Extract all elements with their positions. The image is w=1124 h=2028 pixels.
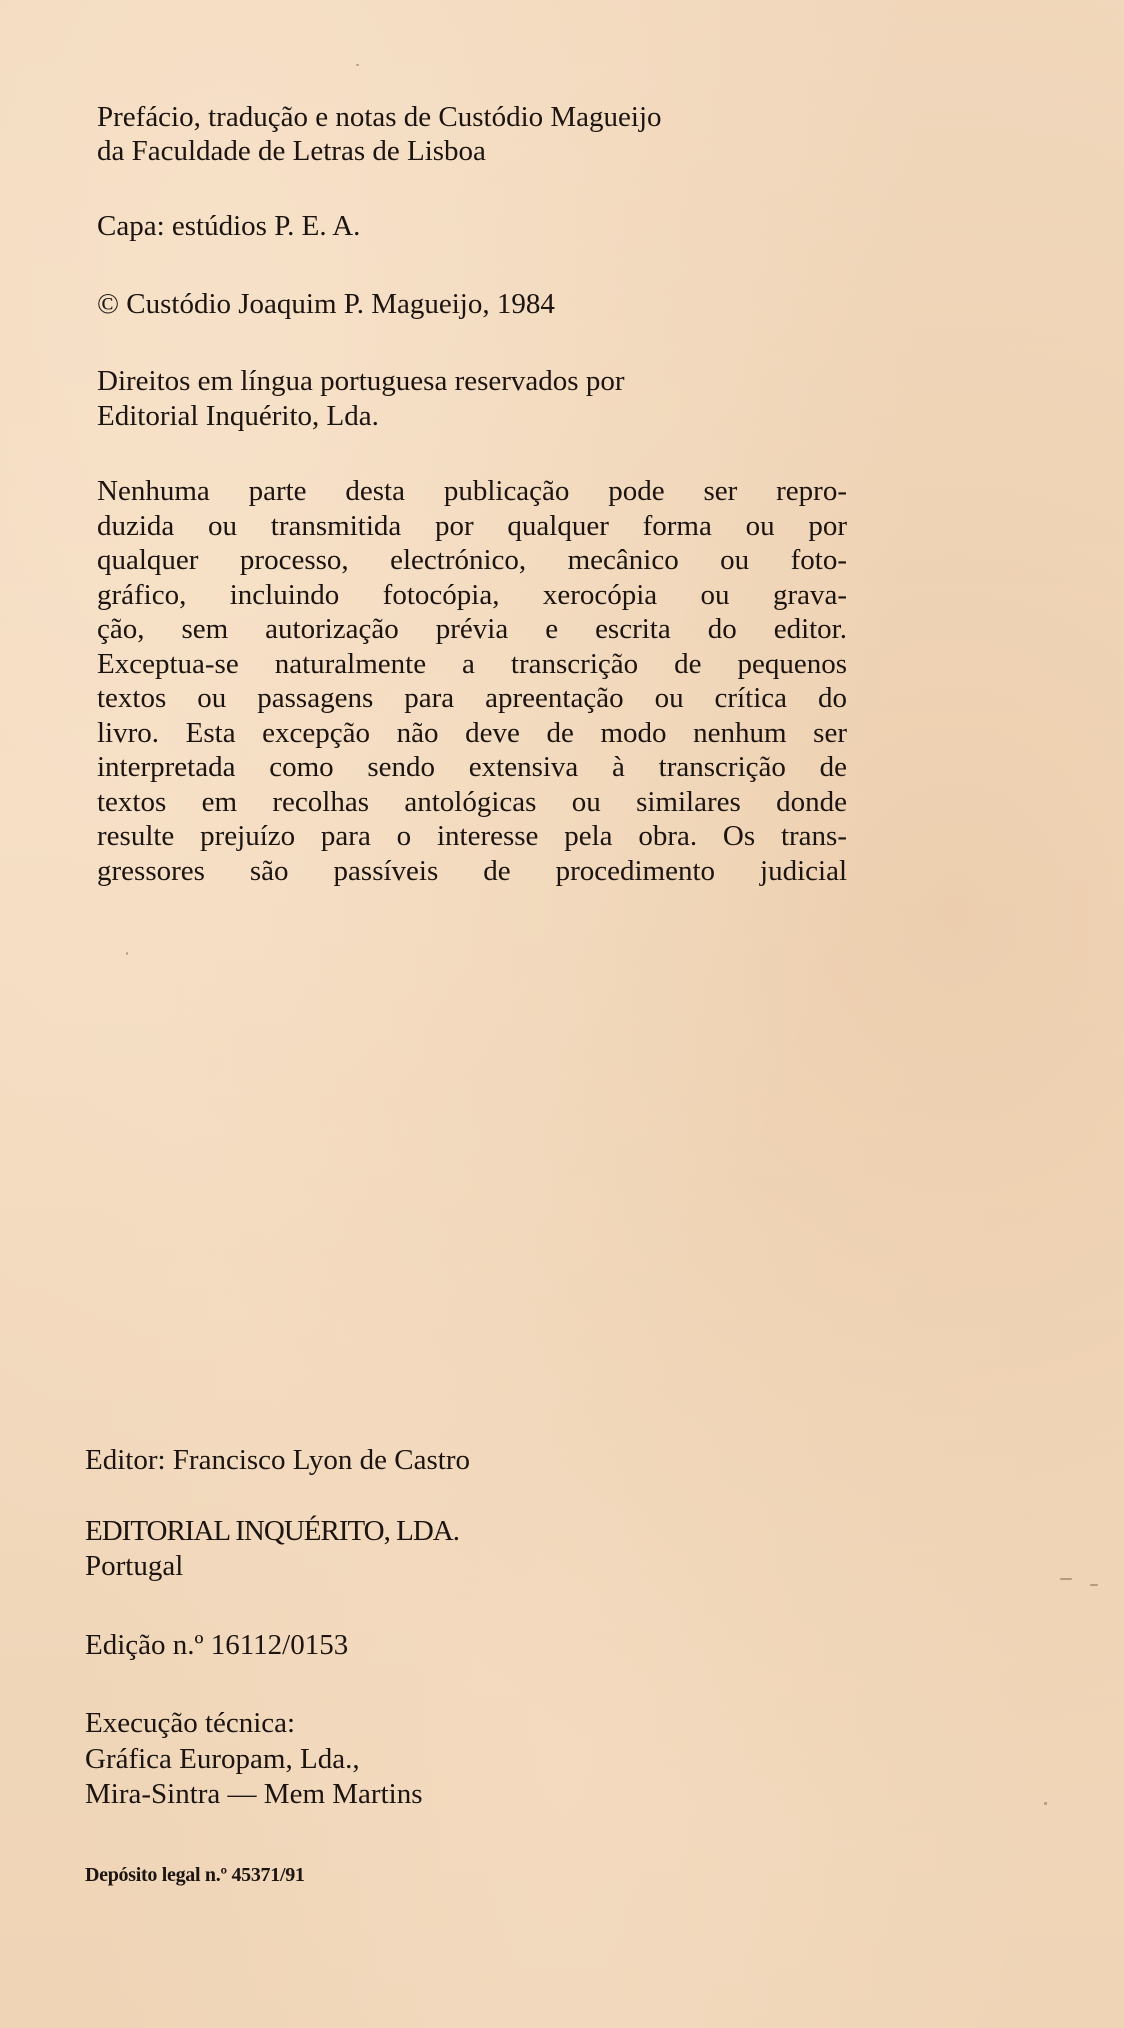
legal-notice-line: gressores são passíveis de procedimento judicial — [97, 854, 847, 887]
preface-credit-line-1: Prefácio, tradução e notas de Custódio Magueijo — [97, 101, 662, 133]
paper-speck — [1090, 1584, 1098, 1586]
printer-name: Gráfica Europam, Lda., — [85, 1743, 360, 1775]
legal-notice-paragraph — [97, 474, 847, 888]
technical-execution-label: Execução técnica: — [85, 1707, 296, 1739]
publisher-country: Portugal — [85, 1550, 184, 1582]
legal-notice-line: textos ou passagens para apreentação ou crítica do — [97, 682, 847, 714]
cover-credit: Capa: estúdios P. E. A. — [97, 210, 361, 242]
rights-line-1: Direitos em língua portuguesa reservados por — [97, 365, 625, 397]
paper-speck — [1044, 1802, 1047, 1805]
legal-notice-line: resulte prejuízo para o interesse pela obra. Os trans- — [97, 820, 847, 852]
preface-credit-line-2: da Faculdade de Letras de Lisboa — [97, 135, 486, 167]
rights-line-2: Editorial Inquérito, Lda. — [97, 400, 379, 432]
legal-notice-line: livro. Esta excepção não deve de modo nenhum ser — [97, 716, 847, 749]
legal-notice-line: Exceptua-se naturalmente a transcrição de pequenos — [97, 647, 847, 680]
legal-notice-line: textos em recolhas antológicas ou similares donde — [97, 785, 847, 818]
paper-speck — [1060, 1578, 1072, 1580]
legal-notice-line: qualquer processo, electrónico, mecânico ou foto- — [97, 544, 847, 576]
edition-number: Edição n.º 16112/0153 — [85, 1629, 349, 1661]
paper-speck — [356, 64, 359, 66]
editor-credit: Editor: Francisco Lyon de Castro — [85, 1444, 470, 1476]
legal-notice-line: gráfico, incluindo fotocópia, xerocópia ou grava- — [97, 578, 847, 611]
legal-notice-line: interpretada como sendo extensiva à transcrição de — [97, 751, 847, 783]
legal-deposit: Depósito legal n.º 45371/91 — [85, 1864, 305, 1886]
publisher-name: EDITORIAL INQUÉRITO, LDA. — [85, 1515, 459, 1547]
copyright-notice: © Custódio Joaquim P. Magueijo, 1984 — [97, 288, 555, 320]
legal-notice-line: ção, sem autorização prévia e escrita do editor. — [97, 613, 847, 645]
legal-notice-line: Nenhuma parte desta publicação pode ser repro- — [97, 475, 847, 507]
paper-speck — [126, 952, 128, 955]
printer-location: Mira-Sintra — Mem Martins — [85, 1778, 423, 1810]
legal-notice-line: duzida ou transmitida por qualquer forma ou por — [97, 509, 847, 542]
